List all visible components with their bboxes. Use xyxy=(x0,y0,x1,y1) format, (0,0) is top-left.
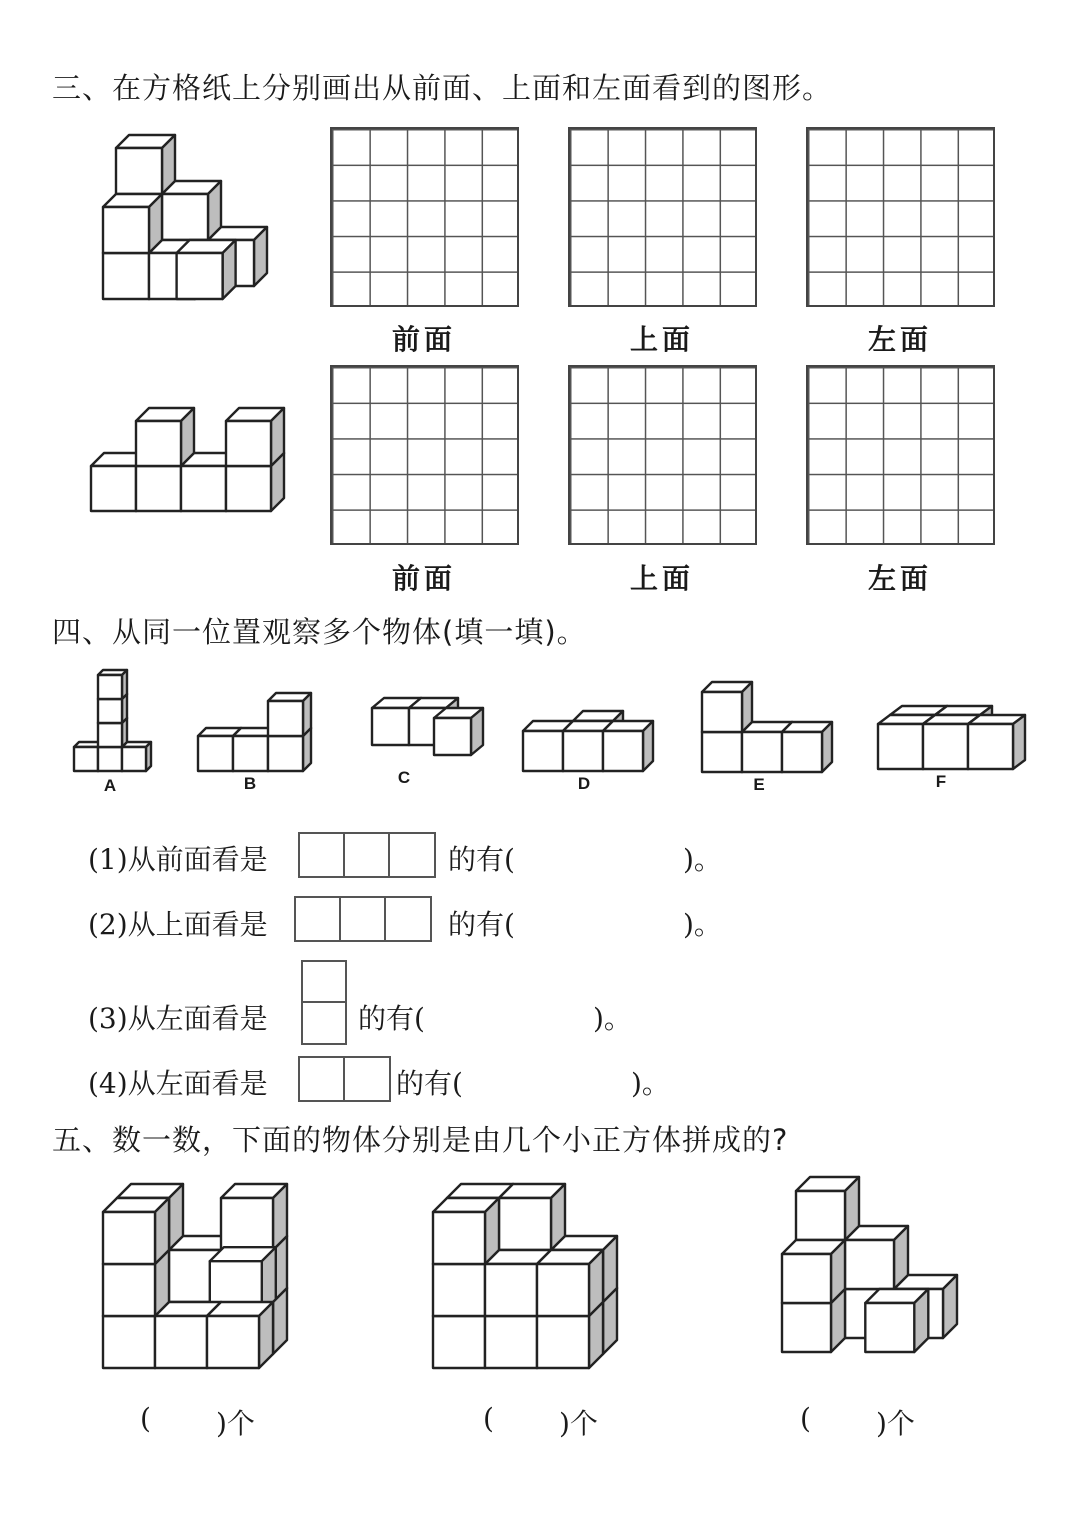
figure-count-2 xyxy=(433,1184,617,1368)
figure-c xyxy=(372,698,483,755)
label-front-1: 前面 xyxy=(391,323,456,356)
cube xyxy=(968,715,1025,769)
answer-count-2-open: ( xyxy=(483,1402,494,1435)
cube xyxy=(207,1302,273,1368)
figure-b xyxy=(198,693,311,771)
cube xyxy=(782,722,832,772)
figure-letter-d: D xyxy=(577,774,591,793)
cube xyxy=(782,1240,845,1303)
cube xyxy=(845,1226,908,1289)
question-2-suffix: 的有( xyxy=(448,908,515,941)
figure-e xyxy=(702,682,832,772)
answer-count-1-close: )个 xyxy=(216,1407,255,1440)
figure-f xyxy=(878,706,1025,769)
cube xyxy=(268,693,311,736)
cube xyxy=(702,682,752,732)
question-4-prefix: (4)从左面看是 xyxy=(88,1067,268,1100)
cube xyxy=(177,240,236,299)
question-1-prefix: (1)从前面看是 xyxy=(88,843,268,876)
cube xyxy=(136,408,194,466)
cube xyxy=(796,1177,859,1240)
cube xyxy=(103,194,162,253)
question-4-close: )。 xyxy=(631,1067,670,1100)
question-3-prefix: (3)从左面看是 xyxy=(88,1002,268,1035)
cube xyxy=(103,1198,169,1264)
figure-count-3 xyxy=(782,1177,957,1352)
label-front-2: 前面 xyxy=(391,562,456,595)
cube xyxy=(221,1184,287,1250)
cube xyxy=(434,708,483,755)
section3-title: 三、在方格纸上分别画出从前面、上面和左面看到的图形。 xyxy=(52,71,833,105)
label-left-1: 左面 xyxy=(867,323,932,356)
label-top-1: 上面 xyxy=(629,323,694,356)
answer-count-1-open: ( xyxy=(140,1402,151,1435)
cube xyxy=(98,670,127,699)
question-1-suffix: 的有( xyxy=(448,843,515,876)
question-4-suffix: 的有( xyxy=(396,1067,463,1100)
question-1-close: )。 xyxy=(683,843,722,876)
question-2-close: )。 xyxy=(683,908,722,941)
cube xyxy=(865,1289,928,1352)
label-left-2: 左面 xyxy=(867,562,932,595)
cube xyxy=(603,721,653,771)
answer-count-3-close: )个 xyxy=(876,1407,915,1440)
cube xyxy=(116,135,175,194)
figure-letter-a: A xyxy=(103,776,117,795)
figure-letter-f: F xyxy=(935,772,947,791)
figure-letter-b: B xyxy=(243,774,257,793)
question-2-prefix: (2)从上面看是 xyxy=(88,908,268,941)
cube xyxy=(537,1250,603,1316)
figure-d xyxy=(523,711,653,771)
figure-stack-1 xyxy=(103,135,267,299)
cube xyxy=(499,1184,565,1250)
answer-count-2-close: )个 xyxy=(559,1407,598,1440)
label-top-2: 上面 xyxy=(629,562,694,595)
figure-letter-c: C xyxy=(397,768,411,787)
cube xyxy=(226,408,284,466)
section4-title: 四、从同一位置观察多个物体(填一填)。 xyxy=(52,615,587,649)
figure-count-1 xyxy=(103,1184,287,1368)
question-3-suffix: 的有( xyxy=(358,1002,425,1035)
cube xyxy=(162,181,221,240)
figure-a xyxy=(74,670,151,771)
answer-count-3-open: ( xyxy=(800,1402,811,1435)
cube xyxy=(122,742,151,771)
question-3-close: )。 xyxy=(593,1002,632,1035)
figure-letter-e: E xyxy=(753,775,765,794)
cube xyxy=(433,1198,499,1264)
section5-title: 五、数一数，下面的物体分别是由几个小正方体拼成的? xyxy=(52,1123,789,1157)
figure-stack-2 xyxy=(91,408,284,511)
